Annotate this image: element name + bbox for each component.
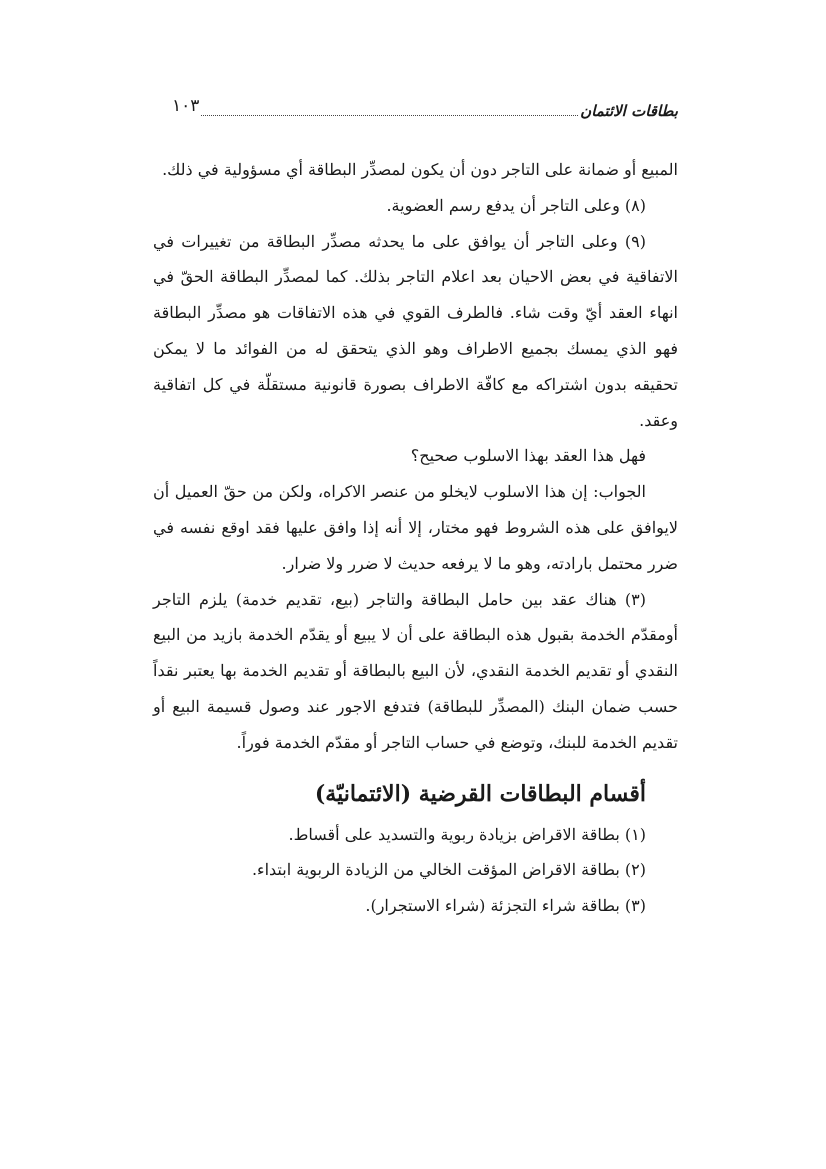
paragraph: (٨) وعلى التاجر أن يدفع رسم العضوية. (386, 195, 646, 215)
list-item: (٢) بطاقة الاقراض المؤقت الخالي من الزيادة الربوية ابتداء. (251, 860, 646, 880)
section-heading: أقسام البطاقات القرضية (الائتمانيّة) (314, 780, 646, 807)
list-item: (١) بطاقة الاقراض بزيادة ربوية والتسديد على أقساط. (288, 824, 646, 844)
paragraph: (٩) وعلى التاجر أن يوافق على ما يحدثه مصدِّر البطاقة من تغييرات في الاتفاقية في بعض الاحيان بعد اعلام التاجر بذلك. كما لمصدِّر البطاقة الحقّ في انهاء العقد أيّ وقت شاء. فالطرف القوي في هذه الاتفاقات هو مصدِّر البطاقة فهو الذي يمسك بجميع الاطراف وهو الذي يتحقق له من الفوائد ما لا يمكن تحقيقه بدون اشتراكه مع كافّة الاطراف بصورة قانونية مستقلّة في كل اتفاقية وعقد. (153, 231, 678, 430)
body-text (153, 152, 678, 924)
list-item: (٣) بطاقة شراء التجزئة (شراء الاستجرار). (365, 896, 646, 916)
running-header (172, 96, 678, 122)
paragraph: (٣) هناك عقد بين حامل البطاقة والتاجر (بيع، تقديم خدمة) يلزم التاجر أومقدّم الخدمة بقبول هذه البطاقة على أن لا يبيع أو يقدّم الخدمة بازيد من البيع النقدي أو تقديم الخدمة النقدي، لأن البيع بالبطاقة أو تقديم الخدمة بها يعتبر نقداً حسب ضمان البنك (المصدِّر للبطاقة) فتدفع الاجور عند وصول قسيمة البيع أو تقديم الخدمة للبنك، وتوضع في حساب التاجر أو مقدّم الخدمة فوراً. (153, 589, 678, 752)
page-number: ١٠٣ (172, 96, 200, 116)
leader-dots (201, 115, 578, 116)
paragraph: المبيع أو ضمانة على التاجر دون أن يكون لمصدِّر البطاقة أي مسؤولية في ذلك. (162, 160, 678, 179)
running-title: بطاقات الائتمان (580, 102, 678, 120)
paragraph: الجواب: إن هذا الاسلوب لايخلو من عنصر الاكراه، ولكن من حقّ العميل أن لايوافق على هذه الشروط فهو مختار، إلا أنه إذا وافق عليها فقد اوقع نفسه في ضرر محتمل بارادته، وهو ما لا يرفعه حديث لا ضرر ولا ضرار. (153, 482, 678, 573)
paragraph: فهل هذا العقد بهذا الاسلوب صحيح؟ (410, 446, 646, 466)
